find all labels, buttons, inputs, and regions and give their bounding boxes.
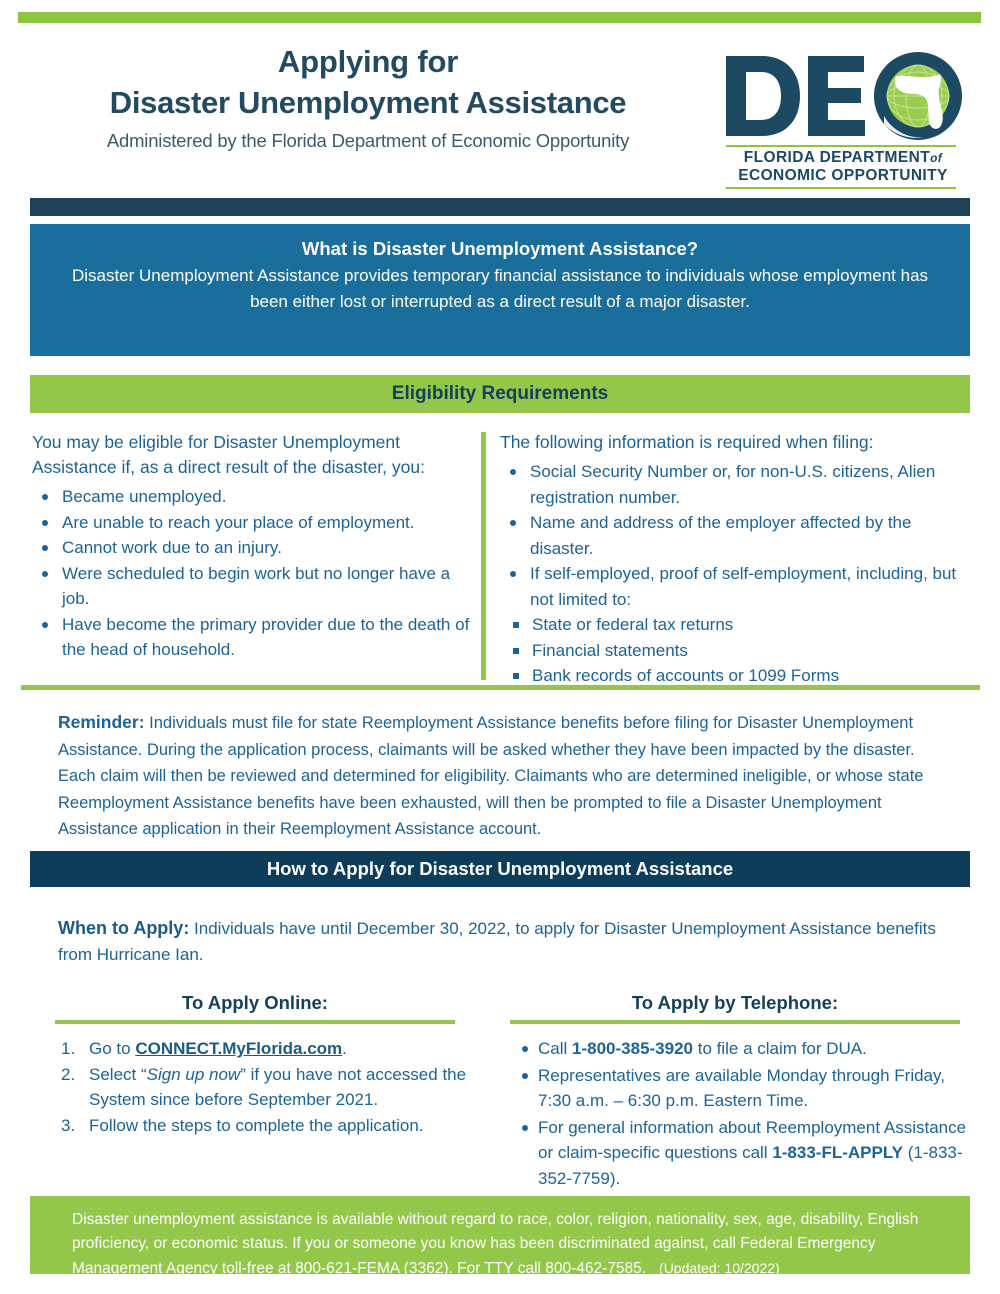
- footer-body: [72, 1208, 928, 1281]
- list-item: Became unemployed.: [58, 484, 474, 510]
- step1-prefix: Go to: [89, 1039, 136, 1058]
- deo-logo: [718, 50, 968, 190]
- footer-updated-date: (Updated: 10/2022): [659, 1260, 780, 1276]
- page-title-line2: Disaster Unemployment Assistance: [109, 85, 627, 120]
- page-subtitle: Administered by the Florida Department of Economic Opportunity: [106, 130, 630, 151]
- how-to-apply-band-title: How to Apply for Disaster Unemployment Assistance: [266, 858, 734, 879]
- navy-separator-bar: [30, 198, 970, 216]
- footer-text: Disaster unemployment assistance is available without regard to race, color, religion, nationality, sex, age, disability, English proficiency, or economic status. If you or someone you know has been discriminated against, call Federal Emergency Management Agency toll-free at 800-621-FEMA (3362). For TTY call 800-462-7585.: [72, 1211, 919, 1277]
- dua-phone-number: 1-800-385-3920: [572, 1039, 693, 1058]
- list-item: Are unable to reach your place of employment.: [58, 510, 474, 536]
- logo-rule-bottom: [726, 187, 956, 189]
- eligibility-left-lead: You may be eligible for Disaster Unemployment Assistance if, as a direct result of the disaster, you:: [32, 432, 425, 477]
- what-is-dua-heading: What is Disaster Unemployment Assistance?: [301, 238, 699, 259]
- step1-suffix: .: [342, 1039, 347, 1058]
- eligibility-right-sublist: [500, 612, 968, 689]
- list-item: Cannot work due to an injury.: [58, 535, 474, 561]
- deo-logo-icon: [718, 50, 968, 142]
- header-title-block: [38, 42, 698, 156]
- connect-myflorida-link[interactable]: CONNECT.MyFlorida.com: [135, 1039, 343, 1058]
- dua-call-prefix: Call: [538, 1039, 573, 1058]
- logo-wordmark-line1: FLORIDA DEPARTMENTof: [743, 149, 943, 166]
- top-green-rule: [18, 12, 981, 23]
- section-green-rule: [21, 685, 980, 690]
- page-title-line1: Applying for: [277, 44, 459, 79]
- eligibility-right-column: [500, 430, 968, 689]
- ra-call-prefix: For general information about Reemployment Assistance or claim-specific questions call: [538, 1117, 967, 1162]
- list-item: Representatives are available Monday through Friday, 7:30 a.m. – 6:30 p.m. Eastern Time.: [538, 1063, 968, 1114]
- step2-suffix: ” if you have not accessed the System since before September 2021.: [89, 1064, 467, 1109]
- list-item: Bank records of accounts or 1099 Forms: [528, 663, 968, 689]
- ra-phone-number: 1-833-FL-APPLY: [772, 1143, 903, 1162]
- list-item: State or federal tax returns: [528, 612, 968, 638]
- footer-nondiscrimination-panel: [30, 1196, 970, 1277]
- eligibility-right-list: [500, 459, 968, 612]
- when-to-apply-label: When to Apply:: [58, 918, 190, 938]
- apply-telephone-rule: [510, 1020, 960, 1024]
- logo-wordmark-line2: ECONOMIC OPPORTUNITY: [738, 167, 948, 184]
- logo-wordmark: [718, 149, 968, 185]
- list-item: [89, 1062, 499, 1113]
- list-item: Name and address of the employer affected by the disaster.: [526, 510, 968, 561]
- reminder-paragraph: [58, 709, 943, 843]
- eligibility-column-divider: [481, 432, 486, 680]
- eligibility-left-column: [32, 430, 474, 663]
- list-item: [538, 1036, 968, 1062]
- what-is-dua-panel: [30, 224, 970, 356]
- deo-logo-mark: [718, 50, 968, 142]
- apply-online-rule: [55, 1020, 455, 1024]
- eligibility-left-list: [32, 484, 474, 663]
- eligibility-band-title: Eligibility Requirements: [391, 383, 609, 404]
- eligibility-band: [30, 375, 970, 413]
- list-item: Social Security Number or, for non-U.S. citizens, Alien registration number.: [526, 459, 968, 510]
- apply-telephone-heading: To Apply by Telephone:: [631, 992, 839, 1013]
- step2-prefix: Select “: [89, 1064, 147, 1084]
- sign-up-now-emphasis: Sign up now: [146, 1064, 241, 1084]
- dua-call-suffix: to file a claim for DUA.: [693, 1039, 867, 1058]
- apply-online-heading: To Apply Online:: [182, 992, 328, 1013]
- what-is-dua-body: Disaster Unemployment Assistance provides temporary financial assistance to individuals whose employment has been either lost or interrupted as a direct result of a major disaster.: [71, 266, 929, 311]
- when-to-apply-paragraph: [58, 915, 958, 968]
- list-item: If self-employed, proof of self-employment, including, but not limited to:: [526, 561, 968, 612]
- list-item: Financial statements: [528, 638, 968, 664]
- list-item: Follow the steps to complete the application.: [89, 1115, 424, 1135]
- reminder-body: Individuals must file for state Reemployment Assistance benefits before filing for Disaster Unemployment Assistance. During the application process, claimants will be asked whether they have been impacted by the disaster. Each claim will then be reviewed and determined for eligibility. Claimants who are determined ineligible, or whose state Reemployment Assistance benefits have been exhausted, will then be prompted to file a Disaster Unemployment Assistance application in their Reemployment Assistance account.: [58, 714, 924, 838]
- page-header: [0, 38, 1000, 193]
- eligibility-right-lead: The following information is required when filing:: [500, 432, 874, 452]
- list-item: Were scheduled to begin work but no longer have a job.: [58, 561, 474, 612]
- list-item: [538, 1115, 968, 1192]
- apply-telephone-list: [512, 1036, 968, 1192]
- logo-rule-top: [726, 145, 956, 147]
- list-item: Have become the primary provider due to the death of the head of household.: [58, 612, 474, 663]
- reminder-label: Reminder:: [58, 712, 145, 732]
- list-item: [89, 1036, 499, 1062]
- ra-call-suffix: (1-833-352-7759).: [538, 1143, 963, 1188]
- apply-online-steps: [55, 1036, 499, 1138]
- when-to-apply-body: Individuals have until December 30, 2022, to apply for Disaster Unemployment Assistance benefits from Hurricane Ian.: [58, 919, 936, 964]
- how-to-apply-band: [30, 851, 970, 887]
